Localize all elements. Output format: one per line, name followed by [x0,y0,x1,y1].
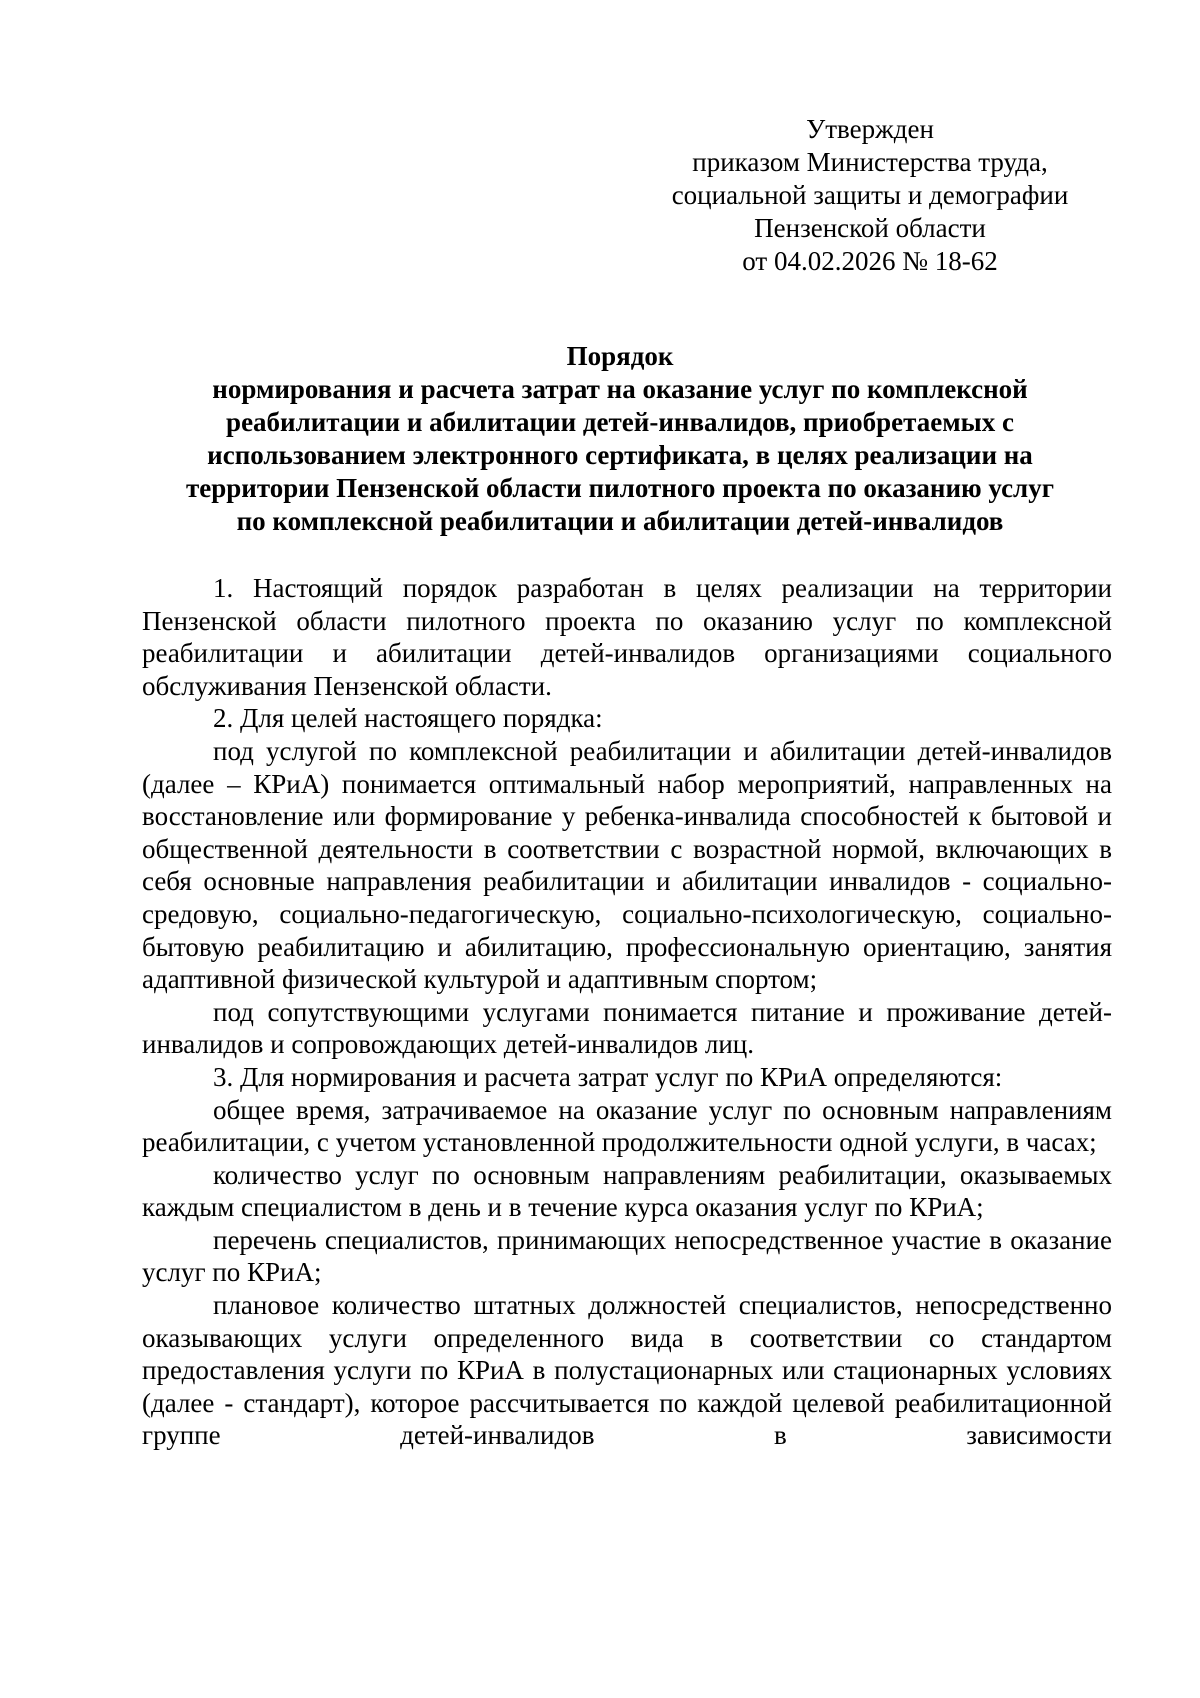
approval-line: от 04.02.2026 № 18-62 [742,246,998,276]
title-line: Порядок [566,341,674,371]
approval-line: Утвержден [806,114,934,144]
document-body [142,572,1112,1452]
title-line: по комплексной реабилитации и абилитации детей-инвалидов [236,506,1004,536]
approval-stamp [640,113,1100,278]
paragraph: перечень специалистов, принимающих непосредственное участие в оказание услуг по КРиА; [142,1224,1112,1288]
title-line: нормирования и расчета затрат на оказание услуг по комплексной [212,374,1028,404]
title-line: территории Пензенской области пилотного проекта по оказанию услуг [186,473,1054,503]
paragraph: 2. Для целей настоящего порядка: [213,703,603,734]
title-line: использованием электронного сертификата, в целях реализации на [207,440,1033,470]
document-title [140,340,1100,538]
paragraph: 3. Для нормирования и расчета затрат услуг по КРиА определяются: [213,1061,1003,1092]
approval-line: приказом Министерства труда, [692,147,1048,177]
approval-line: социальной защиты и демографии [671,180,1069,210]
paragraph: общее время, затрачиваемое на оказание услуг по основным направлениям реабилитации, с учетом установленной продолжительности одной услуги, в часах; [142,1094,1112,1158]
paragraph: количество услуг по основным направлениям реабилитации, оказываемых каждым специалистом в день и в течение курса оказания услуг по КРиА; [142,1159,1112,1223]
paragraph: плановое количество штатных должностей специалистов, непосредственно оказывающих услуги определенного вида в соответствии со стандартом предоставления услуги по КРиА в полустационарных или стационарных условиях (далее - стандарт), которое рассчитывается по каждой целевой реабилитационной группе детей-инвалидов в зависимости [142,1290,1112,1451]
paragraph: под сопутствующими услугами понимается питание и проживание детей-инвалидов и сопровождающих детей-инвалидов лиц. [142,996,1112,1060]
approval-line: Пензенской области [754,213,986,243]
paragraph: под услугой по комплексной реабилитации и абилитации детей-инвалидов (далее – КРиА) понимается оптимальный набор мероприятий, направленных на восстановление или формирование у ребенка-инвалида способностей к бытовой и общественной деятельности в соответствии с возрастной нормой, включающих в себя основные направления реабилитации и абилитации инвалидов - социально-средовую, социально-педагогическую, социально-психологическую, социально-бытовую реабилитацию и абилитацию, профессиональную ориентацию, занятия адаптивной физической культурой и адаптивным спортом; [142,735,1112,995]
paragraph: 1. Настоящий порядок разработан в целях реализации на территории Пензенской области пилотного проекта по оказанию услуг по комплексной реабилитации и абилитации детей-инвалидов организациями социального обслуживания Пензенской области. [142,573,1112,701]
title-line: реабилитации и абилитации детей-инвалидов, приобретаемых с [226,407,1014,437]
